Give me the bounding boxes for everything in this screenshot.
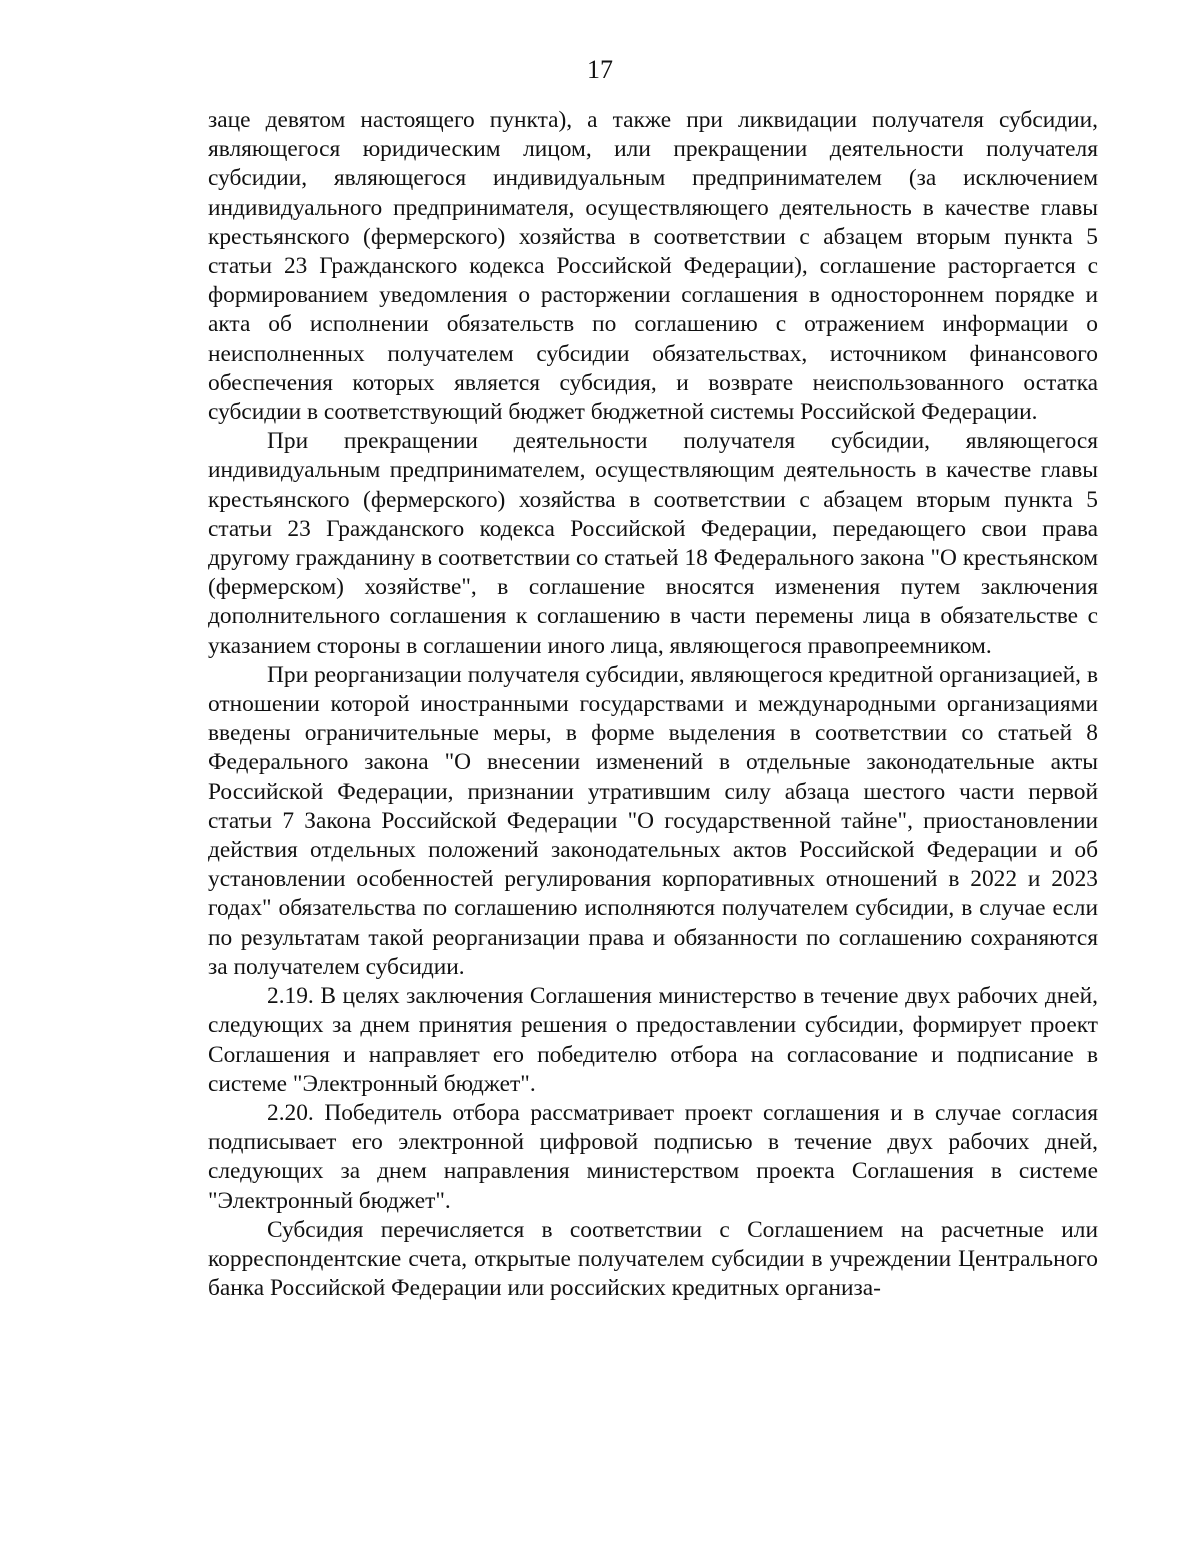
document-body xyxy=(208,106,1098,1303)
paragraph-individual-entrepreneur: При прекращении деятельности получателя субсидии, являющегося индивидуальным предпринимателем, осуществляющим деятельность в качестве главы крестьянского (фермерского) хозяйства в соответствии с абзацем вторым пункта 5 статьи 23 Гражданского кодекса Российской Федерации, передающего свои права другому гражданину в соответствии со статьей 18 Федерального закона "О крестьянском (фермерском) хозяйстве", в соглашение вносятся изменения путем заключения дополнительного соглашения к соглашению в части перемены лица в обязательстве с указанием стороны в соглашении иного лица, являющегося правопреемником. xyxy=(208,428,1098,659)
paragraph-subsidy-transfer: Субсидия перечисляется в соответствии с Соглашением на расчетные или корреспондентские счета, открытые получателем субсидии в учреждении Центрального банка Российской Федерации или российских кредитных организа- xyxy=(208,1216,1098,1302)
paragraph-reorganization: При реорганизации получателя субсидии, являющегося кредитной организацией, в отношении которой иностранными государствами и международными организациями введены ограничительные меры, в форме выделения в соответствии со статьей 8 Федерального закона "О внесении изменений в отдельные законодательные акты Российской Федерации, признании утратившим силу абзаца шестого части первой статьи 7 Закона Российской Федерации "О государственной тайне", приостановлении действия отдельных положений законодательных актов Российской Федерации и об установлении особенностей регулирования корпоративных отношений в 2022 и 2023 годах" обязательства по соглашению исполняются получателем субсидии, в случае если по результатам такой реорганизации права и обязанности по соглашению сохраняются за получателем субсидии. xyxy=(208,661,1098,980)
paragraph-2-19: 2.19. В целях заключения Соглашения министерство в течение двух рабочих дней, следующих за днем принятия решения о предоставлении субсидии, формирует проект Соглашения и направляет его победителю отбора на согласование и подписание в системе "Электронный бюджет". xyxy=(208,983,1098,1097)
paragraph-continuation: заце девятом настоящего пункта), а также при ликвидации получателя субсидии, являющегося юридическим лицом, или прекращении деятельности получателя субсидии, являющегося индивидуальным предпринимателем (за исключением индивидуального предпринимателя, осуществляющего деятельность в качестве главы крестьянского (фермерского) хозяйства в соответствии с абзацем вторым пункта 5 статьи 23 Гражданского кодекса Российской Федерации), соглашение расторгается с формированием уведомления о расторжении соглашения в одностороннем порядке и акта об исполнении обязательств по соглашению с отражением информации о неисполненных получателем субсидии обязательствах, источником финансового обеспечения которых является субсидия, и возврате неиспользованного остатка субсидии в соответствующий бюджет бюджетной системы Российской Федерации. xyxy=(208,107,1098,426)
paragraph-2-20: 2.20. Победитель отбора рассматривает проект соглашения и в случае согласия подписывает его электронной цифровой подписью в течение двух рабочих дней, следующих за днем направления министерством проекта Соглашения в системе "Электронный бюджет". xyxy=(208,1099,1098,1214)
page-number: 17 xyxy=(587,55,613,84)
